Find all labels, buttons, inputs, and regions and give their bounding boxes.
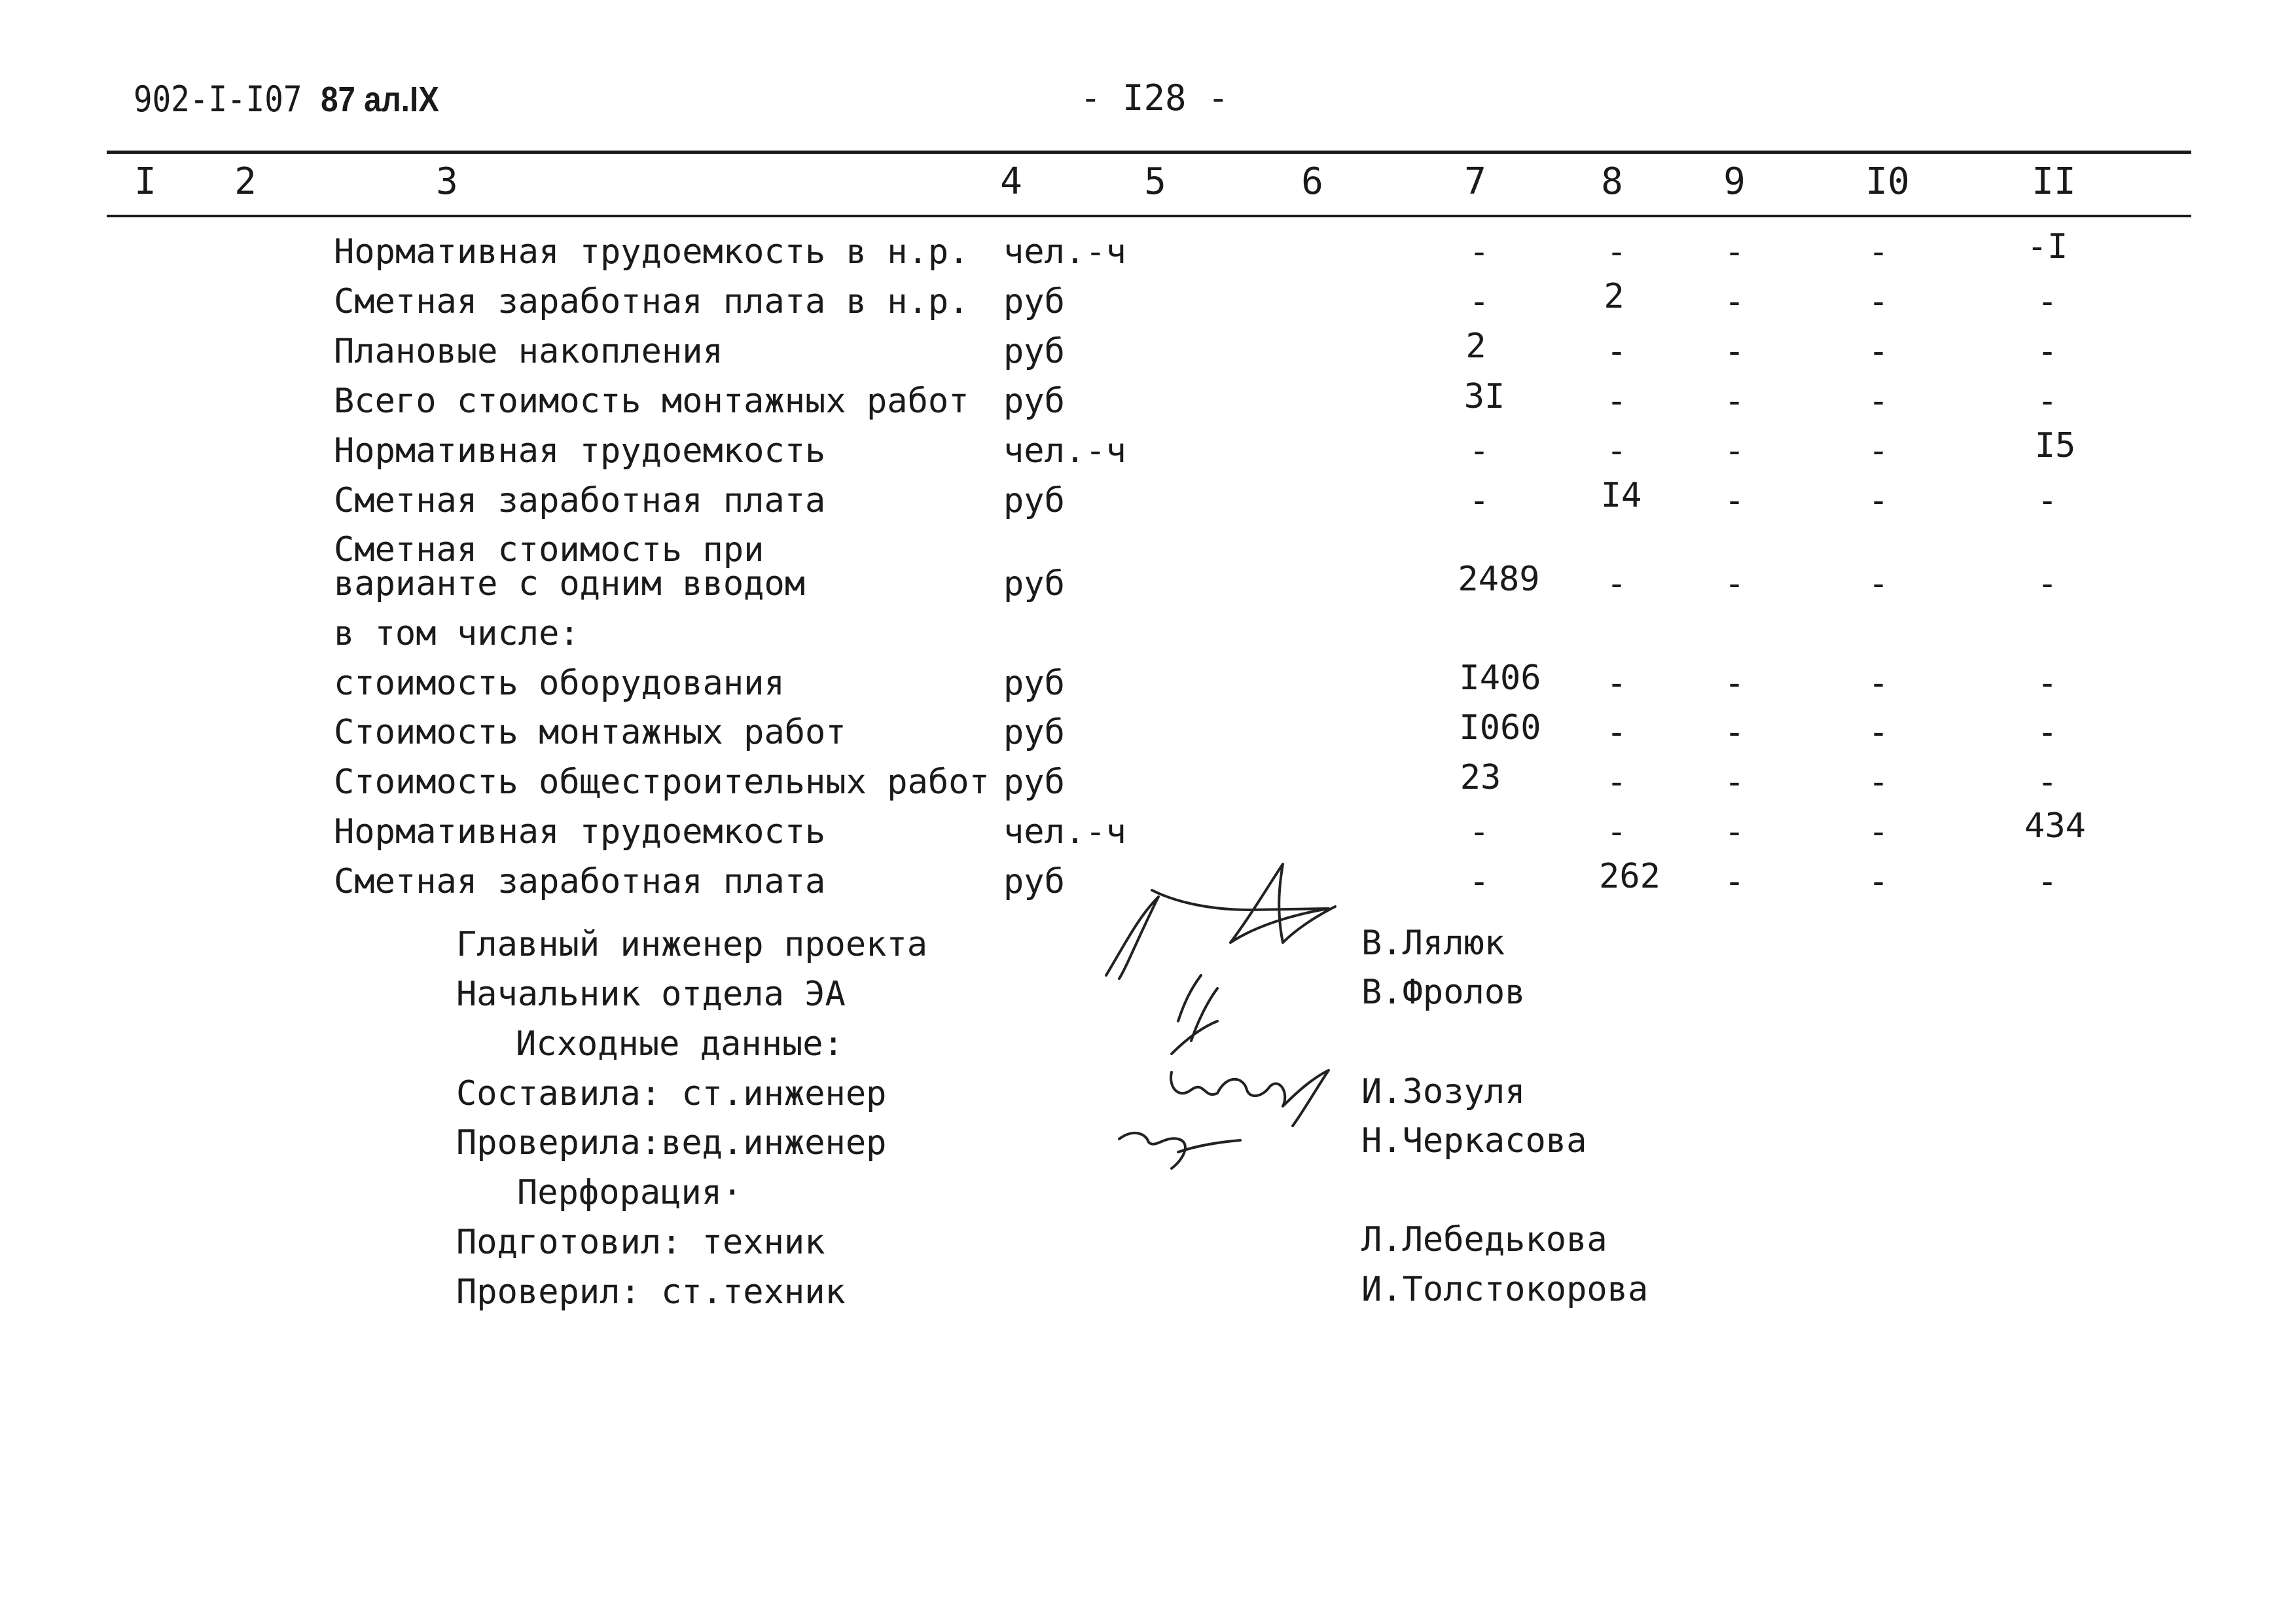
column-header: 5 bbox=[1144, 160, 1166, 203]
cell-col10: - bbox=[1868, 862, 1889, 901]
signature-name: Л.Лебедькова bbox=[1361, 1220, 1607, 1259]
cell-col7: - bbox=[1469, 232, 1490, 272]
row-name: Стоимость монтажных работ bbox=[334, 713, 846, 752]
cell-col11: - bbox=[2037, 481, 2058, 520]
cell-col11: - bbox=[2037, 664, 2058, 703]
column-header: 9 bbox=[1723, 160, 1746, 203]
column-header: 4 bbox=[1000, 160, 1022, 203]
signature-label: Подготовил: техник bbox=[456, 1223, 825, 1262]
row-name: Сметная заработная плата в н.р. bbox=[334, 282, 969, 321]
cell-col8: - bbox=[1606, 332, 1627, 371]
cell-col8: - bbox=[1606, 812, 1627, 852]
cell-col11: - bbox=[2037, 713, 2058, 752]
cell-col11: 434 bbox=[2024, 806, 2086, 846]
cell-col7: 23 bbox=[1460, 758, 1501, 797]
row-unit: руб bbox=[1003, 382, 1065, 421]
cell-col10: - bbox=[1868, 812, 1889, 852]
page-number: - I28 - bbox=[1080, 77, 1229, 118]
cell-col8: 262 bbox=[1599, 857, 1660, 896]
cell-col7: 2 bbox=[1465, 327, 1486, 366]
column-header: 8 bbox=[1601, 160, 1623, 203]
column-header: 2 bbox=[234, 160, 257, 203]
cell-col9: - bbox=[1724, 664, 1745, 703]
column-header: 3 bbox=[436, 160, 458, 203]
cell-col8: - bbox=[1606, 713, 1627, 752]
cell-col11: - bbox=[2037, 382, 2058, 421]
cell-col8: 2 bbox=[1604, 277, 1624, 316]
cell-col7: - bbox=[1469, 431, 1490, 471]
cell-col9: - bbox=[1724, 282, 1745, 321]
signature-label: Начальник отдела ЭА bbox=[456, 975, 846, 1014]
cell-col8: - bbox=[1606, 232, 1627, 272]
cell-col10: - bbox=[1868, 232, 1889, 272]
signature-label: Проверил: ст.техник bbox=[456, 1272, 846, 1312]
cell-col11: - bbox=[2037, 332, 2058, 371]
cell-col9: - bbox=[1724, 564, 1745, 604]
row-unit: руб bbox=[1003, 862, 1065, 901]
cell-col7: - bbox=[1469, 862, 1490, 901]
column-header: I bbox=[134, 160, 156, 203]
doc-number-suffix: 87 ал.IX bbox=[321, 80, 439, 119]
row-name: Нормативная трудоемкость в н.р. bbox=[334, 232, 969, 272]
row-name: Сметная заработная плата bbox=[334, 862, 826, 901]
signature-label: Составила: ст.инженер bbox=[456, 1074, 887, 1113]
cell-col9: - bbox=[1724, 862, 1745, 901]
cell-col10: - bbox=[1868, 282, 1889, 321]
section-heading: Перфорация· bbox=[517, 1173, 743, 1212]
cell-col7: I060 bbox=[1459, 708, 1541, 748]
section-heading: Исходные данные: bbox=[516, 1024, 844, 1064]
cell-col10: - bbox=[1868, 713, 1889, 752]
cell-col7: 2489 bbox=[1458, 560, 1540, 599]
cell-col9: - bbox=[1724, 763, 1745, 802]
cell-col7: - bbox=[1469, 282, 1490, 321]
signature-name: И.Зозуля bbox=[1361, 1072, 1526, 1111]
row-name: Нормативная трудоемкость bbox=[334, 431, 826, 471]
row-unit: руб bbox=[1003, 664, 1065, 703]
cell-col10: - bbox=[1868, 763, 1889, 802]
cell-col11: - bbox=[2037, 763, 2058, 802]
signature-label: Главный инженер проекта bbox=[456, 925, 928, 964]
column-header: I0 bbox=[1865, 160, 1910, 203]
row-unit: руб bbox=[1003, 481, 1065, 520]
cell-col10: - bbox=[1868, 664, 1889, 703]
cell-col8: - bbox=[1606, 564, 1627, 604]
cell-col7: I406 bbox=[1459, 659, 1541, 698]
cell-col7: - bbox=[1469, 481, 1490, 520]
cell-col7: - bbox=[1469, 812, 1490, 852]
signature-name: В.Лялюк bbox=[1361, 924, 1505, 963]
row-name: Плановые накопления bbox=[334, 332, 723, 371]
row-unit: руб bbox=[1003, 713, 1065, 752]
cell-col11: - bbox=[2037, 564, 2058, 604]
handwritten-signature-2 bbox=[1106, 1060, 1342, 1172]
cell-col8: - bbox=[1606, 664, 1627, 703]
cell-col10: - bbox=[1868, 481, 1889, 520]
signature-name: И.Толстокорова bbox=[1361, 1270, 1649, 1309]
cell-col8: - bbox=[1606, 763, 1627, 802]
cell-col10: - bbox=[1868, 382, 1889, 421]
row-name: Сметная заработная плата bbox=[334, 481, 826, 520]
signature-label: Проверила:вед.инженер bbox=[456, 1123, 887, 1163]
cell-col8: - bbox=[1606, 431, 1627, 471]
column-header: II bbox=[2032, 160, 2076, 203]
row-name: Нормативная трудоемкость bbox=[334, 812, 826, 852]
row-name: в том числе: bbox=[334, 614, 580, 653]
row-unit: чел.-ч bbox=[1003, 232, 1126, 272]
cell-col9: - bbox=[1724, 431, 1745, 471]
signature-name: В.Фролов bbox=[1361, 973, 1526, 1012]
cell-col10: - bbox=[1868, 564, 1889, 604]
cell-col9: - bbox=[1724, 812, 1745, 852]
table-top-rule bbox=[107, 151, 2191, 154]
column-header: 7 bbox=[1464, 160, 1486, 203]
row-name-continued: варианте с одним вводом bbox=[334, 564, 806, 604]
cell-col8: - bbox=[1606, 382, 1627, 421]
cell-col10: - bbox=[1868, 431, 1889, 471]
cell-col8: I4 bbox=[1600, 476, 1642, 515]
cell-col11: - bbox=[2037, 862, 2058, 901]
row-unit: руб bbox=[1003, 282, 1065, 321]
row-unit: руб bbox=[1003, 763, 1065, 802]
row-unit: чел.-ч bbox=[1003, 431, 1126, 471]
doc-number-main: 902-I-I07 bbox=[134, 79, 302, 120]
row-unit: руб bbox=[1003, 564, 1065, 604]
cell-col9: - bbox=[1724, 332, 1745, 371]
table-header-rule bbox=[107, 215, 2191, 217]
column-header: 6 bbox=[1301, 160, 1323, 203]
cell-col9: - bbox=[1724, 382, 1745, 421]
cell-col9: - bbox=[1724, 713, 1745, 752]
row-unit: чел.-ч bbox=[1003, 812, 1126, 852]
cell-col11: I5 bbox=[2034, 426, 2076, 465]
cell-col10: - bbox=[1868, 332, 1889, 371]
cell-col7: 3I bbox=[1463, 377, 1505, 416]
cell-col9: - bbox=[1724, 232, 1745, 272]
row-name: Сметная стоимость при bbox=[334, 530, 764, 569]
cell-col11: -I bbox=[2026, 227, 2068, 266]
row-name: Всего стоимость монтажных работ bbox=[334, 382, 969, 421]
row-name: Стоимость общестроительных работ bbox=[334, 763, 990, 802]
row-name: стоимость оборудования bbox=[334, 664, 785, 703]
cell-col9: - bbox=[1724, 481, 1745, 520]
signature-name: Н.Черкасова bbox=[1361, 1121, 1587, 1161]
document-number bbox=[134, 79, 439, 120]
cell-col11: - bbox=[2037, 282, 2058, 321]
row-unit: руб bbox=[1003, 332, 1065, 371]
